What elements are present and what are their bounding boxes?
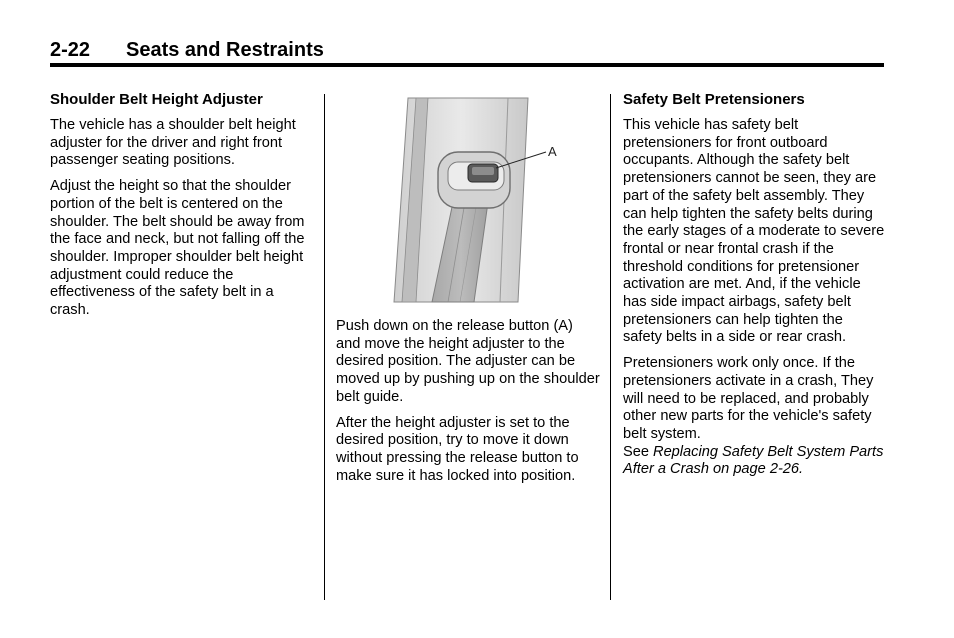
see-reference bbox=[623, 444, 885, 479]
pretensioners-paragraph-1: This vehicle has safety belt pretensioners for front outboard occupants. Although the safety belt pretensioners cannot be seen, they are part of the safety belt assembly. They can help tighten the safety belts during the early stages of a moderate to severe frontal or near frontal crash if the threshold conditions for pretensioner activation are met. And, if the vehicle has side impact airbags, safety belt pretensioners can help tighten the safety belts in a side or rear crash. bbox=[623, 117, 885, 346]
section-title: Seats and Restraints bbox=[126, 39, 324, 61]
shoulder-belt-paragraph-1: The vehicle has a shoulder belt height adjuster for the driver and right front passenger seating positions. bbox=[50, 117, 296, 169]
header-rule bbox=[50, 63, 884, 67]
pretensioners-paragraph-2: Pretensioners work only once. If the pretensioners activate in a crash, They will need to be replaced, and probably other new parts for the vehicle's safety belt system. bbox=[623, 355, 874, 442]
pretensioners-heading: Safety Belt Pretensioners bbox=[623, 91, 805, 108]
left-column bbox=[50, 90, 312, 328]
shoulder-belt-paragraph-2: Adjust the height so that the shoulder portion of the belt is centered on the shoulder. The belt should be away from the face and neck, but not falling off the shoulder. Improper shoulder belt height adjustment could reduce the effectiveness of the safety belt in a crash. bbox=[50, 178, 305, 319]
right-column bbox=[623, 90, 885, 487]
column-divider-left bbox=[324, 94, 325, 600]
column-divider-right bbox=[610, 94, 611, 600]
page-header bbox=[50, 38, 884, 68]
shoulder-belt-heading: Shoulder Belt Height Adjuster bbox=[50, 91, 263, 108]
figure-label-a: A bbox=[548, 144, 557, 159]
middle-column bbox=[336, 90, 600, 493]
adjuster-paragraph-2: After the height adjuster is set to the desired position, try to move it down without pressing the release button to make sure it has locked into position. bbox=[336, 414, 579, 484]
adjuster-paragraph-1: Push down on the release button (A) and move the height adjuster to the desired position. The adjuster can be moved up by pushing up on the shoulder belt guide. bbox=[336, 318, 600, 405]
page-number: 2-22 bbox=[50, 39, 91, 61]
cross-reference-link[interactable]: Replacing Safety Belt System Parts After a Crash on page 2-26. bbox=[623, 443, 884, 478]
see-prefix: See bbox=[623, 443, 654, 460]
